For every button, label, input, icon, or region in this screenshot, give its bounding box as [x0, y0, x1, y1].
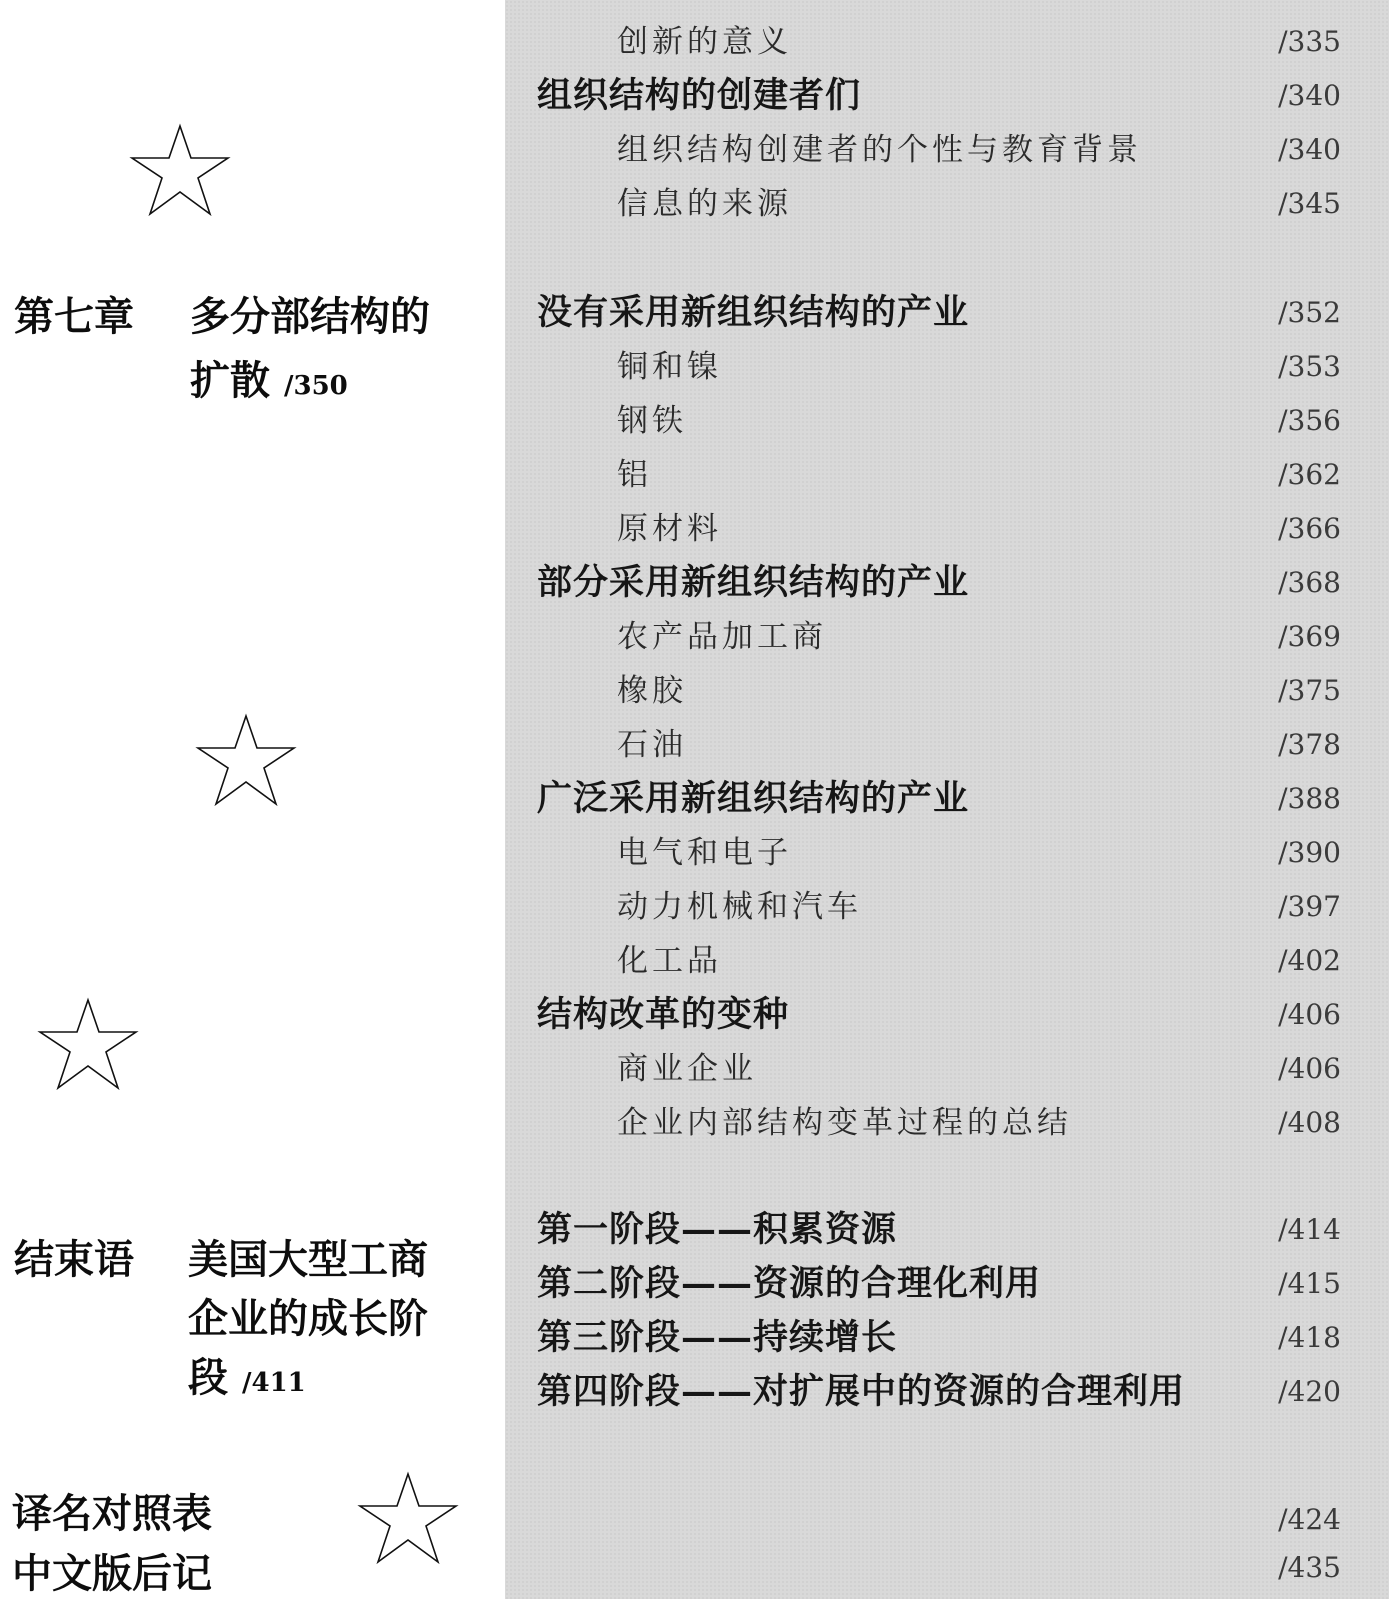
toc-entry-title: 原材料 [617, 511, 722, 547]
toc-entry-page: /397 [1278, 890, 1341, 923]
conclusion-title-line3: 段 /411 [188, 1354, 306, 1401]
toc-entry-page: /408 [1278, 1106, 1341, 1139]
conclusion-title-line1: 美国大型工商 [188, 1236, 428, 1283]
toc-section [505, 72, 1389, 120]
toc-entry-page: /356 [1278, 404, 1341, 437]
toc-entry-title: 铜和镍 [617, 349, 722, 385]
toc-section-title: 第一阶段——积累资源 [537, 1209, 898, 1250]
toc-section [505, 991, 1389, 1039]
toc-entry [505, 613, 1389, 661]
toc-entry-page: /353 [1278, 350, 1341, 383]
star-outline-icon [128, 122, 232, 218]
star-outline-icon [36, 996, 140, 1092]
chapter7-label: 第七章 [14, 293, 134, 340]
toc-section [505, 1314, 1389, 1362]
toc-entry [505, 721, 1389, 769]
toc-section-title: 广泛采用新组织结构的产业 [537, 778, 970, 819]
toc-entry-page: /369 [1278, 620, 1341, 653]
toc-entry-title: 创新的意义 [617, 24, 792, 60]
toc-entry-page: /415 [1278, 1267, 1341, 1300]
chapter7-title-line2: 扩散 /350 [190, 357, 348, 404]
toc-entry [505, 829, 1389, 877]
toc-entry [505, 1099, 1389, 1147]
toc-entry-page: /402 [1278, 944, 1341, 977]
toc-entry-title: 铝 [617, 457, 652, 493]
toc-page-only [505, 1496, 1389, 1544]
conclusion-title-line2: 企业的成长阶 [188, 1295, 428, 1342]
toc-entry [505, 667, 1389, 715]
star-outline-icon [356, 1470, 460, 1566]
toc-entry-page: /340 [1278, 133, 1341, 166]
toc-section [505, 1260, 1389, 1308]
toc-section [505, 559, 1389, 607]
toc-entry [505, 883, 1389, 931]
toc-entry [505, 18, 1389, 66]
toc-entry [505, 505, 1389, 553]
toc-entry [505, 343, 1389, 391]
toc-section [505, 1206, 1389, 1254]
toc-entry-page: /352 [1278, 296, 1341, 329]
toc-section [505, 289, 1389, 337]
toc-entry-title: 钢铁 [617, 403, 687, 439]
toc-entry-page: /368 [1278, 566, 1341, 599]
toc-entry-title: 农产品加工商 [617, 619, 827, 655]
toc-entry [505, 937, 1389, 985]
toc-entry [505, 451, 1389, 499]
glossary-heading: 译名对照表 [12, 1490, 212, 1537]
toc-entry-page: /388 [1278, 782, 1341, 815]
conclusion-page: /411 [242, 1368, 306, 1398]
toc-section-title: 部分采用新组织结构的产业 [537, 562, 970, 603]
toc-entry-title: 化工品 [617, 943, 722, 979]
toc-entry-page: /390 [1278, 836, 1341, 869]
chapter7-title-line1: 多分部结构的 [190, 293, 430, 340]
toc-entry-page: /362 [1278, 458, 1341, 491]
toc-entry-title: 橡胶 [617, 673, 687, 709]
toc-section-title: 没有采用新组织结构的产业 [537, 292, 970, 333]
toc-entry-title: 信息的来源 [617, 186, 792, 222]
toc-entry-page: /375 [1278, 674, 1341, 707]
chapter7-page: /350 [284, 371, 348, 401]
toc-entry [505, 1045, 1389, 1093]
toc-entry-title: 商业企业 [617, 1051, 757, 1087]
toc-section-title: 结构改革的变种 [537, 994, 790, 1035]
toc-entry-title: 石油 [617, 727, 687, 763]
toc-section [505, 1368, 1389, 1416]
toc-panel [505, 0, 1389, 1599]
toc-entry-page: /335 [1278, 25, 1341, 58]
toc-entry-page: /435 [1278, 1551, 1341, 1584]
star-outline-icon [194, 712, 298, 808]
postscript-heading: 中文版后记 [12, 1550, 212, 1597]
toc-section-title: 第二阶段——资源的合理化利用 [537, 1263, 1042, 1304]
toc-entry-title: 组织结构创建者的个性与教育背景 [617, 132, 1142, 168]
toc-entry-page: /345 [1278, 187, 1341, 220]
toc-entry-title: 电气和电子 [617, 835, 792, 871]
conclusion-label: 结束语 [14, 1236, 134, 1283]
toc-entry-page: /366 [1278, 512, 1341, 545]
toc-entry-title: 企业内部结构变革过程的总结 [617, 1105, 1072, 1141]
toc-entry-page: /406 [1278, 998, 1341, 1031]
toc-page-only [505, 1544, 1389, 1592]
toc-entry-page: /424 [1278, 1503, 1341, 1536]
toc-entry [505, 126, 1389, 174]
toc-entry-page: /414 [1278, 1213, 1341, 1246]
toc-entry-page: /406 [1278, 1052, 1341, 1085]
toc-section-title: 组织结构的创建者们 [537, 75, 862, 116]
toc-entry-page: /378 [1278, 728, 1341, 761]
toc-section-title: 第四阶段——对扩展中的资源的合理利用 [537, 1371, 1186, 1412]
toc-entry-page: /420 [1278, 1375, 1341, 1408]
toc-entry [505, 397, 1389, 445]
toc-section [505, 775, 1389, 823]
toc-entry-page: /340 [1278, 79, 1341, 112]
toc-entry-page: /418 [1278, 1321, 1341, 1354]
toc-entry-title: 动力机械和汽车 [617, 889, 862, 925]
toc-entry [505, 180, 1389, 228]
toc-section-title: 第三阶段——持续增长 [537, 1317, 898, 1358]
